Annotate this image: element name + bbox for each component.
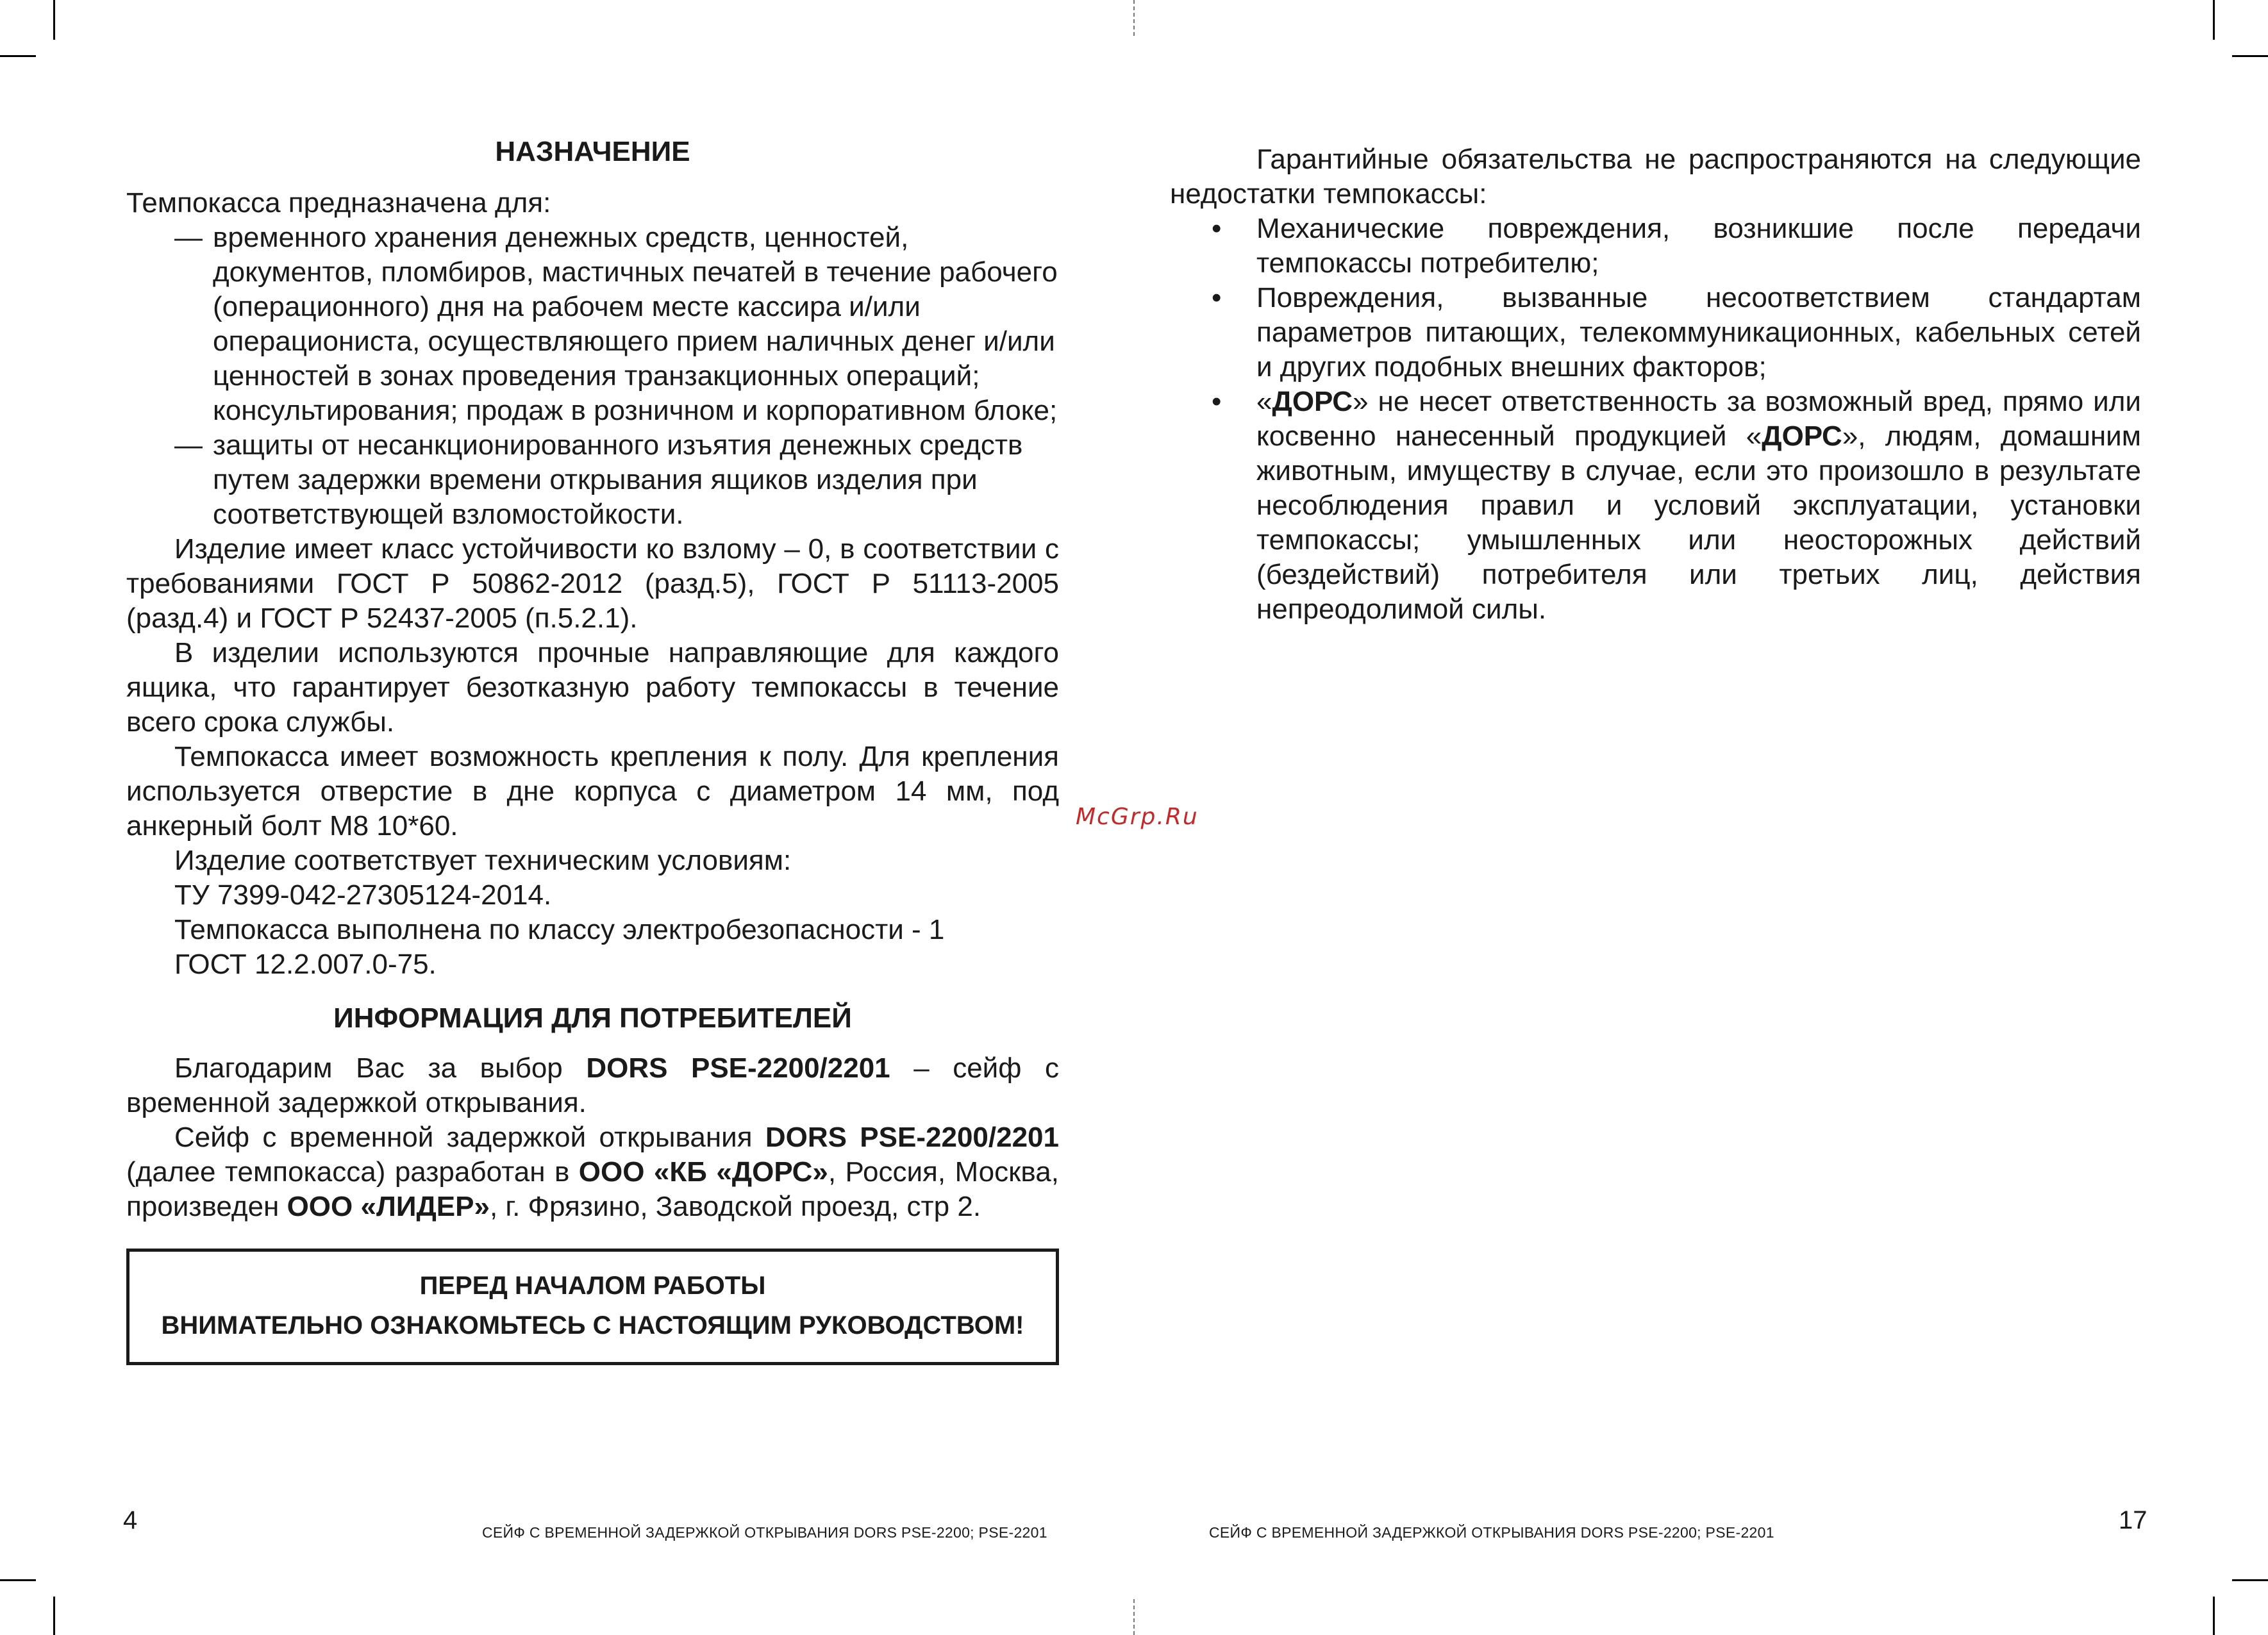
crop-mark — [2213, 0, 2215, 40]
spec-line: Изделие соответствует техническим условиям: — [174, 845, 792, 876]
para-class: Изделие имеет класс устойчивости ко взлому – 0, в соответствии с требованиями ГОСТ Р 50862-2012 (разд.5), ГОСТ Р 51113-2005 (разд.4) и ГОСТ Р 52437-2005 (п.5.2.1). — [126, 533, 1059, 634]
list-item — [126, 220, 1059, 428]
crop-mark — [0, 1579, 36, 1581]
crop-mark — [53, 1597, 55, 1635]
para-guides: В изделии используются прочные направляющие для каждого ящика, что гарантирует безотказную работу темпокассы в течение всего срока службы. — [126, 637, 1059, 738]
para-mount: Темпокасса имеет возможность крепления к полу. Для крепления используется отверстие в дне корпуса с диаметром 14 мм, под анкерный болт М8 10*60. — [126, 741, 1059, 842]
dash-marker: — — [174, 429, 203, 461]
para-thanks: Благодарим Вас за выбор DORS PSE-2200/2201 – сейф с временной задержкой открывания. — [126, 1052, 1059, 1118]
right-page — [1170, 142, 2141, 627]
footer-right: СЕЙФ С ВРЕМЕННОЙ ЗАДЕРЖКОЙ ОТКРЫВАНИЯ DORS PSE-2200; PSE-2201 — [1209, 1524, 1774, 1541]
crop-mark — [2213, 1597, 2215, 1635]
list-item — [1170, 385, 2141, 627]
dash-marker: — — [174, 222, 203, 253]
para-developer: Сейф с временной задержкой открывания DORS PSE-2200/2201 (далее темпокасса) разработан в ООО «КБ «ДОРС», Россия, Москва, произведен ООО «ЛИДЕР», г. Фрязино, Заводской проезд, стр 2. — [126, 1122, 1059, 1222]
purpose-intro: Темпокасса предназначена для: — [126, 187, 551, 219]
crop-mark — [0, 55, 36, 57]
crop-mark — [2232, 1579, 2268, 1581]
crop-mark — [2232, 55, 2268, 57]
warning-line: ПЕРЕД НАЧАЛОМ РАБОТЫ — [419, 1272, 766, 1300]
list-item — [1170, 281, 2141, 385]
bullet-marker: • — [1212, 213, 1222, 244]
spec-line: ГОСТ 12.2.007.0-75. — [174, 949, 437, 980]
watermark: McGrp.Ru — [1076, 804, 1199, 830]
use-item-protection: защиты от несанкционированного изъятия денежных средств путем задержки времени открывания ящиков изделия при соответствующей взломостойкости. — [213, 429, 1023, 530]
spec-line: ТУ 7399-042-27305124-2014. — [174, 879, 552, 911]
heading-purpose: НАЗНАЧЕНИЕ — [495, 136, 690, 167]
warranty-intro: Гарантийные обязательства не распространяются на следующие недостатки темпокассы: — [1170, 144, 2141, 210]
bullet-marker: • — [1212, 386, 1222, 417]
page-number-left: 4 — [123, 1506, 138, 1534]
crop-mark — [53, 0, 55, 40]
warning-line: ВНИМАТЕЛЬНО ОЗНАКОМЬТЕСЬ С НАСТОЯЩИМ РУКОВОДСТВОМ! — [161, 1311, 1024, 1340]
warning-box — [126, 1249, 1059, 1365]
heading-info: ИНФОРМАЦИЯ ДЛЯ ПОТРЕБИТЕЛЕЙ — [333, 1002, 852, 1034]
spec-line: Темпокасса выполнена по классу электробезопасности - 1 — [174, 914, 945, 945]
use-item-storage: временного хранения денежных средств, ценностей, документов, пломбиров, мастичных печатей в течение рабочего (операционного) дня на рабочем месте кассира и/или операциониста, осуществляющего прием наличных денег и/или ценностей в зонах проведения транзакционных операций; консультирования; продаж в розничном и корпоративном блоке; — [213, 222, 1058, 426]
fold-mark — [1133, 0, 1135, 36]
warranty-item-network: Повреждения, вызванные несоответствием стандартам параметров питающих, телекоммуникационных, кабельных сетей и других подобных внешних факторов; — [1256, 282, 2141, 383]
fold-mark — [1133, 1599, 1135, 1635]
warranty-item-liability: «ДОРС» не несет ответственность за возможный вред, прямо или косвенно нанесенный продукцией «ДОРС», людям, домашним животным, имуществу в случае, если это произошло в результате несоблюдения правил и условий эксплуатации, установки темпокассы; умышленных или неосторожных действий (бездействий) потребителя или третьих лиц, действия непреодолимой силы. — [1256, 386, 2141, 625]
warranty-item-mechanical: Механические повреждения, возникшие после передачи темпокассы потребителю; — [1256, 213, 2141, 279]
footer-left: СЕЙФ С ВРЕМЕННОЙ ЗАДЕРЖКОЙ ОТКРЫВАНИЯ DORS PSE-2200; PSE-2201 — [482, 1524, 1047, 1541]
bullet-marker: • — [1212, 282, 1222, 313]
list-item — [1170, 212, 2141, 281]
page-number-right: 17 — [2119, 1506, 2147, 1534]
left-page — [126, 135, 1059, 1365]
list-item — [126, 428, 1059, 532]
